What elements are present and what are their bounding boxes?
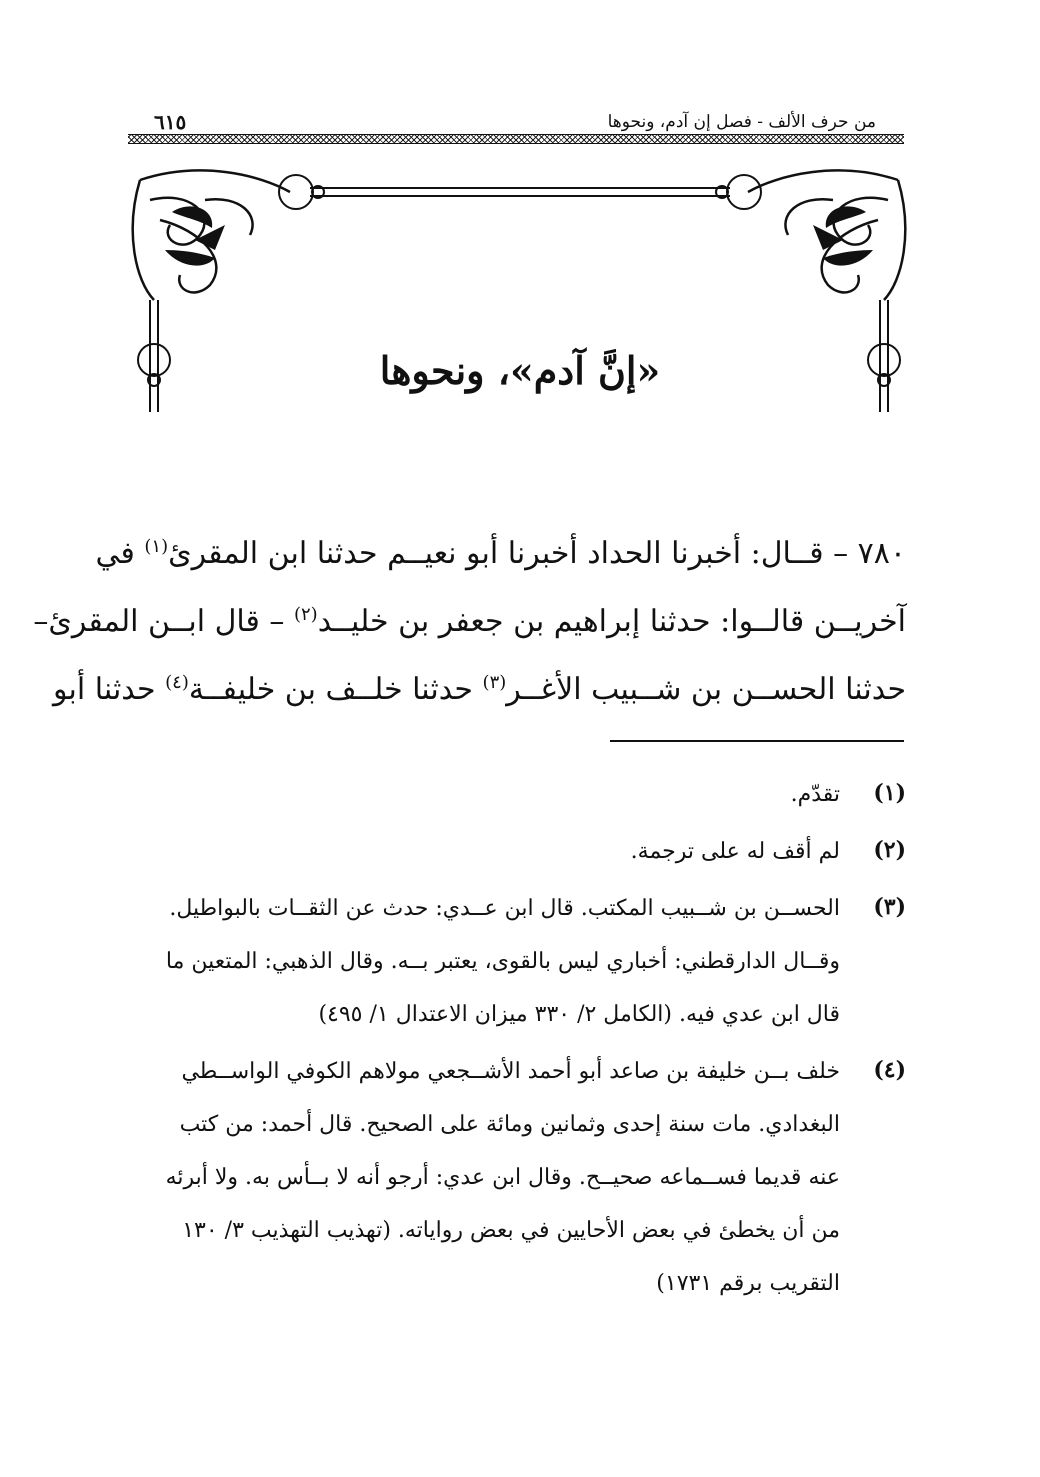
footnote-text: خلف بــن خليفة بن صاعد أبو أحمد الأشــجعي مولاهم الكوفي الواســطي البغدادي. مات سنة إحدى وثمانين ومائة على الصحيح. قال أحمد: من كتب عنه قديما فســماعه صحيــح. وقال ابن عدي: أرجو أنه لا بــأس به. ولا أبرئه من أن يخطئ في بعض الأحايين في بعض رواياته. (تهذيب التهذيب ٣/ ١٣٠ التقريب برقم ١٧٣١): [165, 1059, 840, 1296]
main-text-line: حدثنا الحســن بن شــبيب الأغــر$^{(٣)}$ حدثنا خلــف بن خليفــة$^{(٤)}$ حدثنا أبو: [53, 672, 906, 707]
footnote-number: (٢): [873, 837, 906, 863]
main-text: [33, 520, 906, 724]
footnote: [130, 825, 906, 878]
footnote: [130, 882, 906, 1041]
ornamental-frame: [0, 0, 1040, 480]
footnote-text: الحســن بن شــبيب المكتب. قال ابن عــدي: حدث عن الثقــات بالبواطيل. وقــال الدارقطني: أخباري ليس بالقوى، يعتبر بــه. وقال الذهبي: المتعين ما قال ابن عدي فيه. (الكامل ٢/ ٣٣٠ ميزان الاعتدال ١/ ٤٩٥): [165, 896, 840, 1027]
footnote-ref: (١): [144, 536, 169, 557]
running-title: من حرف الألف - فصل إن آدم، ونحوها: [607, 112, 876, 132]
footnote: [130, 768, 906, 821]
footnote-text: لم أقف له على ترجمة.: [630, 839, 840, 864]
page-number: ٦١٥: [154, 110, 187, 134]
footnote-ref: (٢): [293, 604, 318, 625]
footnote-text: تقدّم.: [790, 782, 840, 807]
footnote-ref: (٣): [482, 672, 507, 693]
footnote-number: (٣): [873, 894, 906, 920]
corner-flourish-right: [748, 170, 905, 300]
footnote-ref: (٤): [165, 672, 189, 693]
footnote-separator: [610, 740, 904, 742]
footnote-number: (٤): [873, 1057, 906, 1083]
main-text-line: آخريــن قالــوا: حدثنا إبراهيم بن جعفر بن خليــد$^{(٢)}$ – قال ابــن المقرئ–: [33, 604, 906, 639]
chapter-title: «إنَّ آدم»، ونحوها: [379, 348, 661, 393]
footnote-number: (١): [873, 780, 906, 806]
footnote: [130, 1045, 906, 1310]
main-text-line: ٧٨٠ – قــال: أخبرنا الحداد أخبرنا أبو نعيــم حدثنا ابن المقرئ$^{(١)}$ في: [95, 536, 906, 571]
footnotes: [130, 768, 906, 1314]
